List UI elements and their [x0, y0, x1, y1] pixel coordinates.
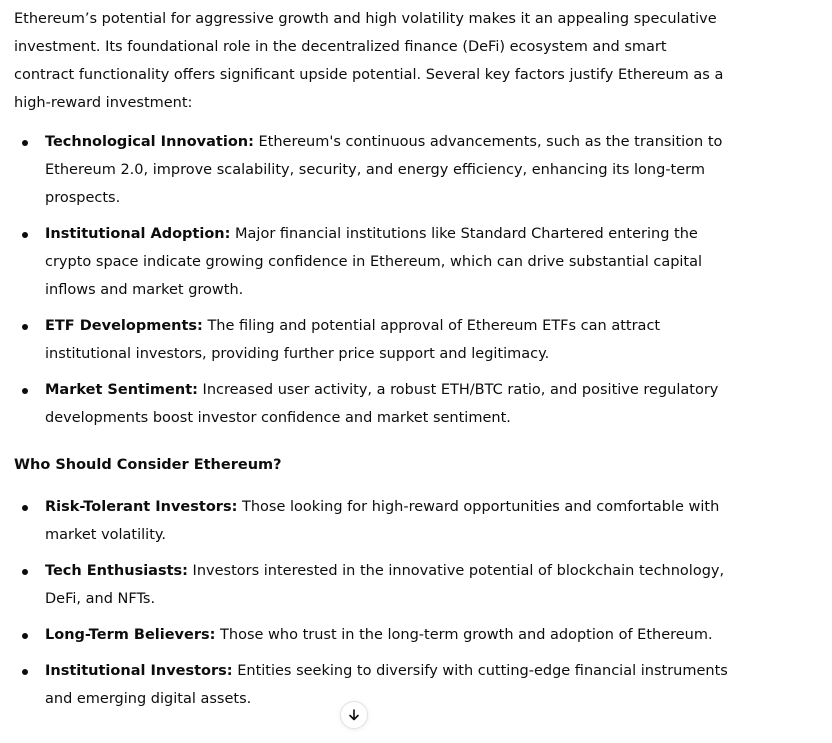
list-item-text: Investors interested in the innovative potential of blockchain technology, DeFi, and NFTs.	[45, 563, 725, 607]
chat-message	[14, 5, 730, 713]
list-item	[14, 657, 730, 713]
arrow-down-icon	[347, 708, 361, 722]
list-item	[14, 220, 730, 304]
section-heading: Who Should Consider Ethereum?	[14, 457, 282, 473]
list-item-text: Increased user activity, a robust ETH/BTC ratio, and positive regulatory developments boost investor confidence and market sentiment.	[45, 382, 719, 426]
list-item-text: Major financial institutions like Standard Chartered entering the crypto space indicate growing confidence in Ethereum, which can drive substantial capital inflows and market growth.	[45, 226, 703, 298]
list-item-text: Entities seeking to diversify with cutting-edge financial instruments and emerging digital assets.	[45, 663, 728, 707]
list-item	[14, 376, 730, 432]
list-item-title: Technological Innovation:	[45, 134, 254, 150]
bullet-icon	[22, 388, 28, 394]
bullet-icon	[22, 505, 28, 511]
list-item-text: Ethereum's continuous advancements, such as the transition to Ethereum 2.0, improve scalability, security, and energy efficiency, enhancing its long-term prospects.	[45, 134, 723, 206]
list-item	[14, 557, 730, 613]
list-item-text: Those who trust in the long-term growth and adoption of Ethereum.	[215, 627, 713, 643]
list-item-title: Market Sentiment:	[45, 382, 198, 398]
list-item	[14, 493, 730, 549]
list-item-title: Institutional Investors:	[45, 663, 233, 679]
list-item-title: Tech Enthusiasts:	[45, 563, 188, 579]
list-item	[14, 621, 730, 649]
list-item	[14, 128, 730, 212]
list-item-title: Institutional Adoption:	[45, 226, 231, 242]
list-item-text: The filing and potential approval of Ethereum ETFs can attract institutional investors, providing further price support and legitimacy.	[45, 318, 661, 362]
bullet-icon	[22, 232, 28, 238]
bullet-icon	[22, 669, 28, 675]
list-item-title: Long-Term Believers:	[45, 627, 216, 643]
intro-paragraph: Ethereum’s potential for aggressive growth and high volatility makes it an appealing speculative investment. Its foundational role in the decentralized finance (DeFi) ecosystem and smart contract functionality offers significant upside potential. Several key factors justify Ethereum as a high-reward investment:	[14, 11, 724, 111]
bullet-icon	[22, 140, 28, 146]
audience-list	[14, 493, 730, 713]
list-item	[14, 312, 730, 368]
factors-list	[14, 128, 730, 432]
list-item-text: Those looking for high-reward opportunities and comfortable with market volatility.	[45, 499, 720, 543]
bullet-icon	[22, 569, 28, 575]
bullet-icon	[22, 324, 28, 330]
scroll-to-bottom-button[interactable]	[340, 701, 368, 729]
list-item-title: Risk-Tolerant Investors:	[45, 499, 238, 515]
list-item-title: ETF Developments:	[45, 318, 203, 334]
bullet-icon	[22, 633, 28, 639]
